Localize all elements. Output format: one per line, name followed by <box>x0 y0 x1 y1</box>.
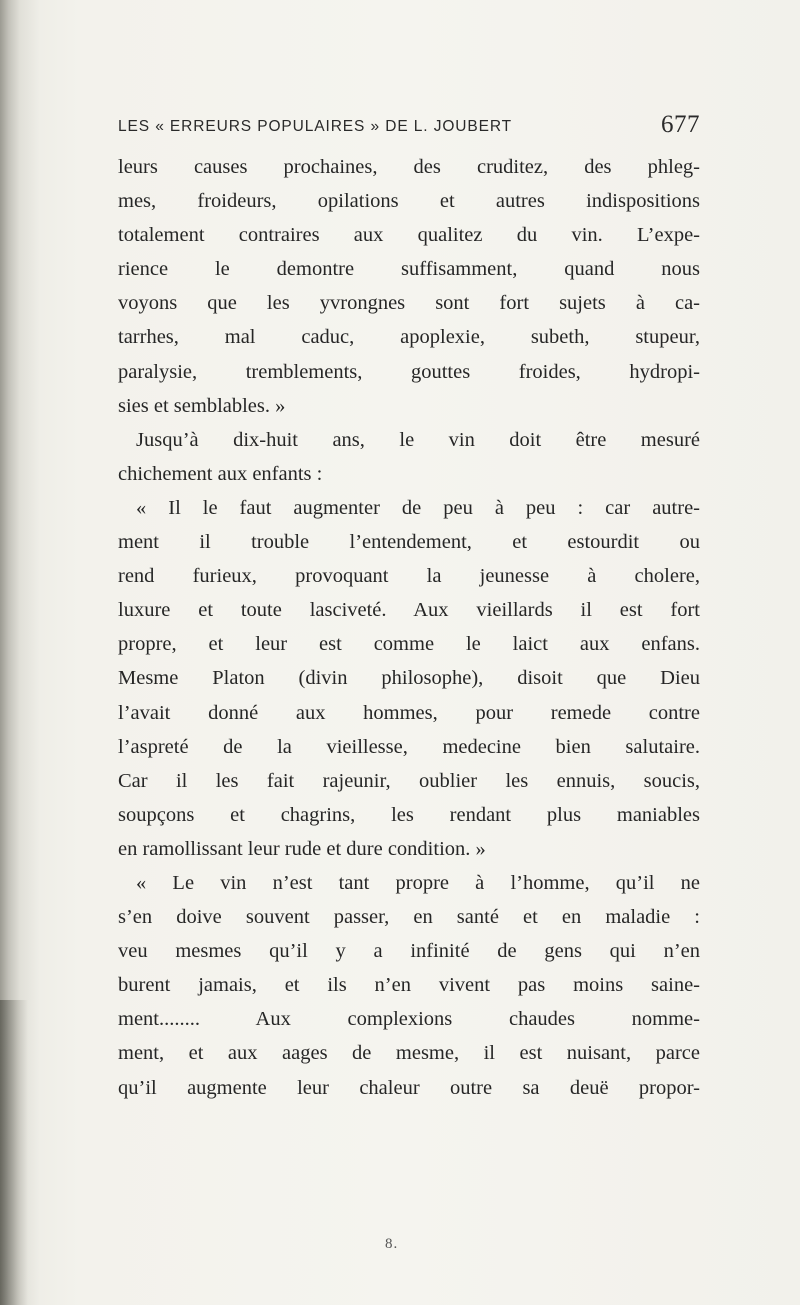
text-line: s’en doive souvent passer, en santé et en maladie : <box>118 906 700 929</box>
text-line: luxure et toute lasciveté. Aux vieillards il est fort <box>118 599 700 622</box>
text-line: ment........ Aux complexions chaudes nomme- <box>118 1008 700 1031</box>
binding-gutter-shadow-lower <box>0 1000 28 1305</box>
text-line: rend furieux, provoquant la jeunesse à cholere, <box>118 565 700 588</box>
page-number: 677 <box>661 111 700 138</box>
text-line: tarrhes, mal caduc, apoplexie, subeth, stupeur, <box>118 326 700 349</box>
text-line: l’avait donné aux hommes, pour remede contre <box>118 701 700 724</box>
text-line: soupçons et chagrins, les rendant plus maniables <box>118 803 700 826</box>
text-line: « Le vin n’est tant propre à l’homme, qu’il ne <box>136 871 700 894</box>
page-header <box>118 111 700 144</box>
text-line: paralysie, tremblements, gouttes froides, hydropi- <box>118 360 700 383</box>
text-line: ment, et aux aages de mesme, il est nuisant, parce <box>118 1042 700 1065</box>
text-line: totalement contraires aux qualitez du vin. L’expe- <box>118 224 700 247</box>
signature-mark: 8. <box>385 1236 399 1252</box>
running-head: LES « ERREURS POPULAIRES » DE L. JOUBERT <box>118 118 513 135</box>
body-text <box>118 150 700 1105</box>
text-line: leurs causes prochaines, des cruditez, des phleg- <box>118 156 700 178</box>
text-line: mes, froideurs, opilations et autres indispositions <box>118 190 700 213</box>
text-line: en ramollissant leur rude et dure condition. » <box>118 837 486 860</box>
text-line: burent jamais, et ils n’en vivent pas moins saine- <box>118 974 700 997</box>
text-line: sies et semblables. » <box>118 394 286 417</box>
text-line: Jusqu’à dix-huit ans, le vin doit être mesuré <box>136 428 700 451</box>
text-line: Mesme Platon (divin philosophe), disoit que Dieu <box>118 667 700 690</box>
text-line: qu’il augmente leur chaleur outre sa deuë propor- <box>118 1076 700 1099</box>
text-line: « Il le faut augmenter de peu à peu : car autre- <box>136 496 700 519</box>
text-line: propre, et leur est comme le laict aux enfans. <box>118 633 700 656</box>
text-line: rience le demontre suffisamment, quand nous <box>118 258 700 281</box>
text-line: veu mesmes qu’il y a infinité de gens qui n’en <box>118 940 700 963</box>
text-line: chichement aux enfants : <box>118 462 323 485</box>
text-line: ment il trouble l’entendement, et estourdit ou <box>118 531 700 554</box>
text-line: l’aspreté de la vieillesse, medecine bien salutaire. <box>118 735 700 758</box>
text-line: voyons que les yvrongnes sont fort sujets à ca- <box>118 292 700 315</box>
text-line: Car il les fait rajeunir, oublier les ennuis, soucis, <box>118 769 700 792</box>
